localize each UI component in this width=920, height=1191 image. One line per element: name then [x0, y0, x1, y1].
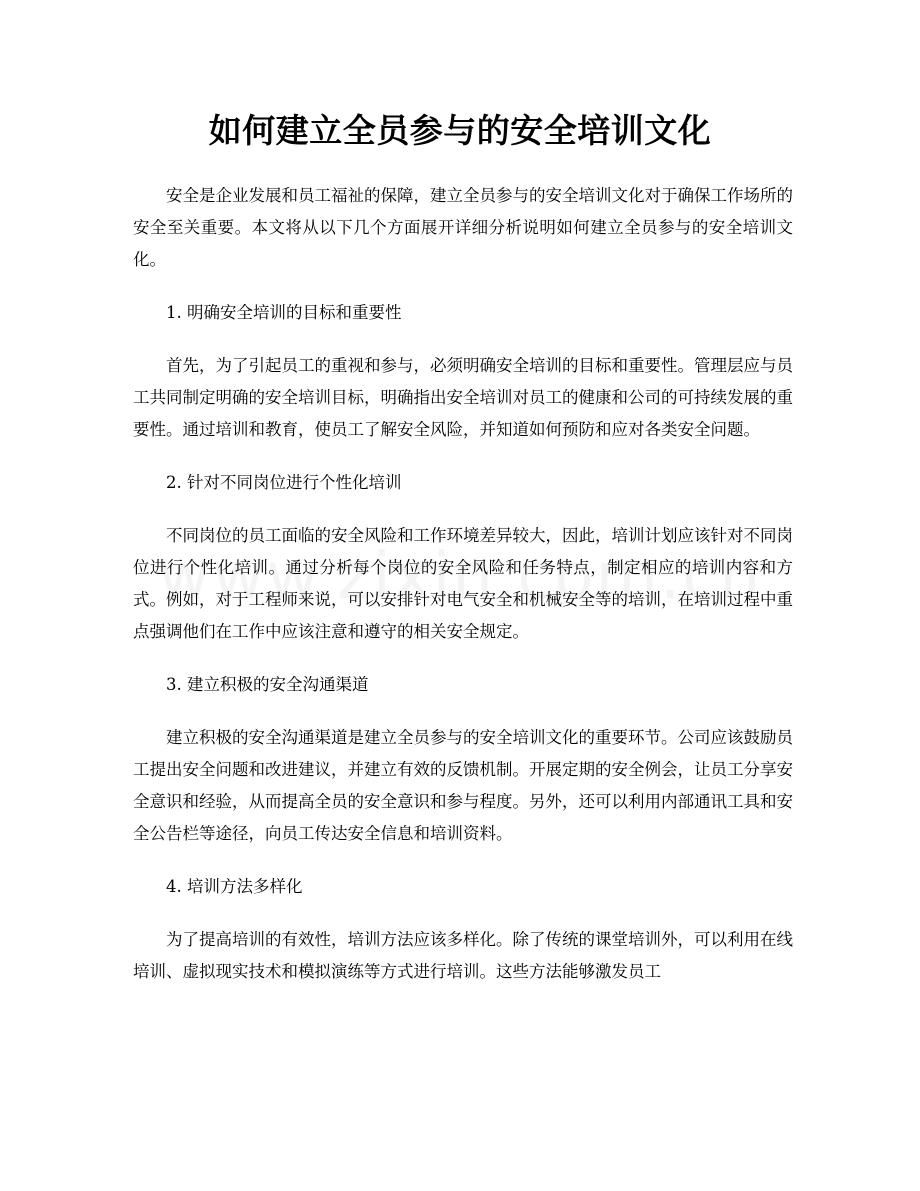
- section-heading-3: 3. 建立积极的安全沟通渠道: [166, 675, 369, 694]
- section-heading-1: 1. 明确安全培训的目标和重要性: [166, 303, 402, 322]
- document-title: 如何建立全员参与的安全培训文化: [208, 111, 712, 150]
- section-heading-4: 4. 培训方法多样化: [166, 877, 303, 896]
- section-paragraph-1: 首先，为了引起员工的重视和参与，必须明确安全培训的目标和重要性。管理层应与员工共同制定明确的安全培训目标，明确指出安全培训对员工的健康和公司的可持续发展的重要性。通过培训和教育，使员工了解安全风险，并知道如何预防和应对各类安全问题。: [133, 356, 793, 439]
- section-paragraph-2: 不同岗位的员工面临的安全风险和工作环境差异较大，因此，培训计划应该针对不同岗位进行个性化培训。通过分析每个岗位的安全风险和任务特点，制定相应的培训内容和方式。例如，对于工程师来说，可以安排针对电气安全和机械安全等的培训，在培训过程中重点强调他们在工作中应该注意和遵守的相关安全规定。: [133, 526, 793, 641]
- section-paragraph-4: 为了提高培训的有效性，培训方法应该多样化。除了传统的课堂培训外，可以利用在线培训、虚拟现实技术和模拟演练等方式进行培训。这些方法能够激发员工: [133, 930, 793, 981]
- document-body: [133, 180, 793, 1009]
- section-paragraph-3: 建立积极的安全沟通渠道是建立全员参与的安全培训文化的重要环节。公司应该鼓励员工提出安全问题和改进建议，并建立有效的反馈机制。开展定期的安全例会，让员工分享安全意识和经验，从而提高全员的安全意识和参与程度。另外，还可以利用内部通讯工具和安全公告栏等途径，向员工传达安全信息和培训资料。: [133, 728, 793, 843]
- intro-paragraph: 安全是企业发展和员工福祉的保障，建立全员参与的安全培训文化对于确保工作场所的安全至关重要。本文将从以下几个方面展开详细分析说明如何建立全员参与的安全培训文化。: [133, 186, 793, 269]
- section-heading-2: 2. 针对不同岗位进行个性化培训: [166, 473, 402, 492]
